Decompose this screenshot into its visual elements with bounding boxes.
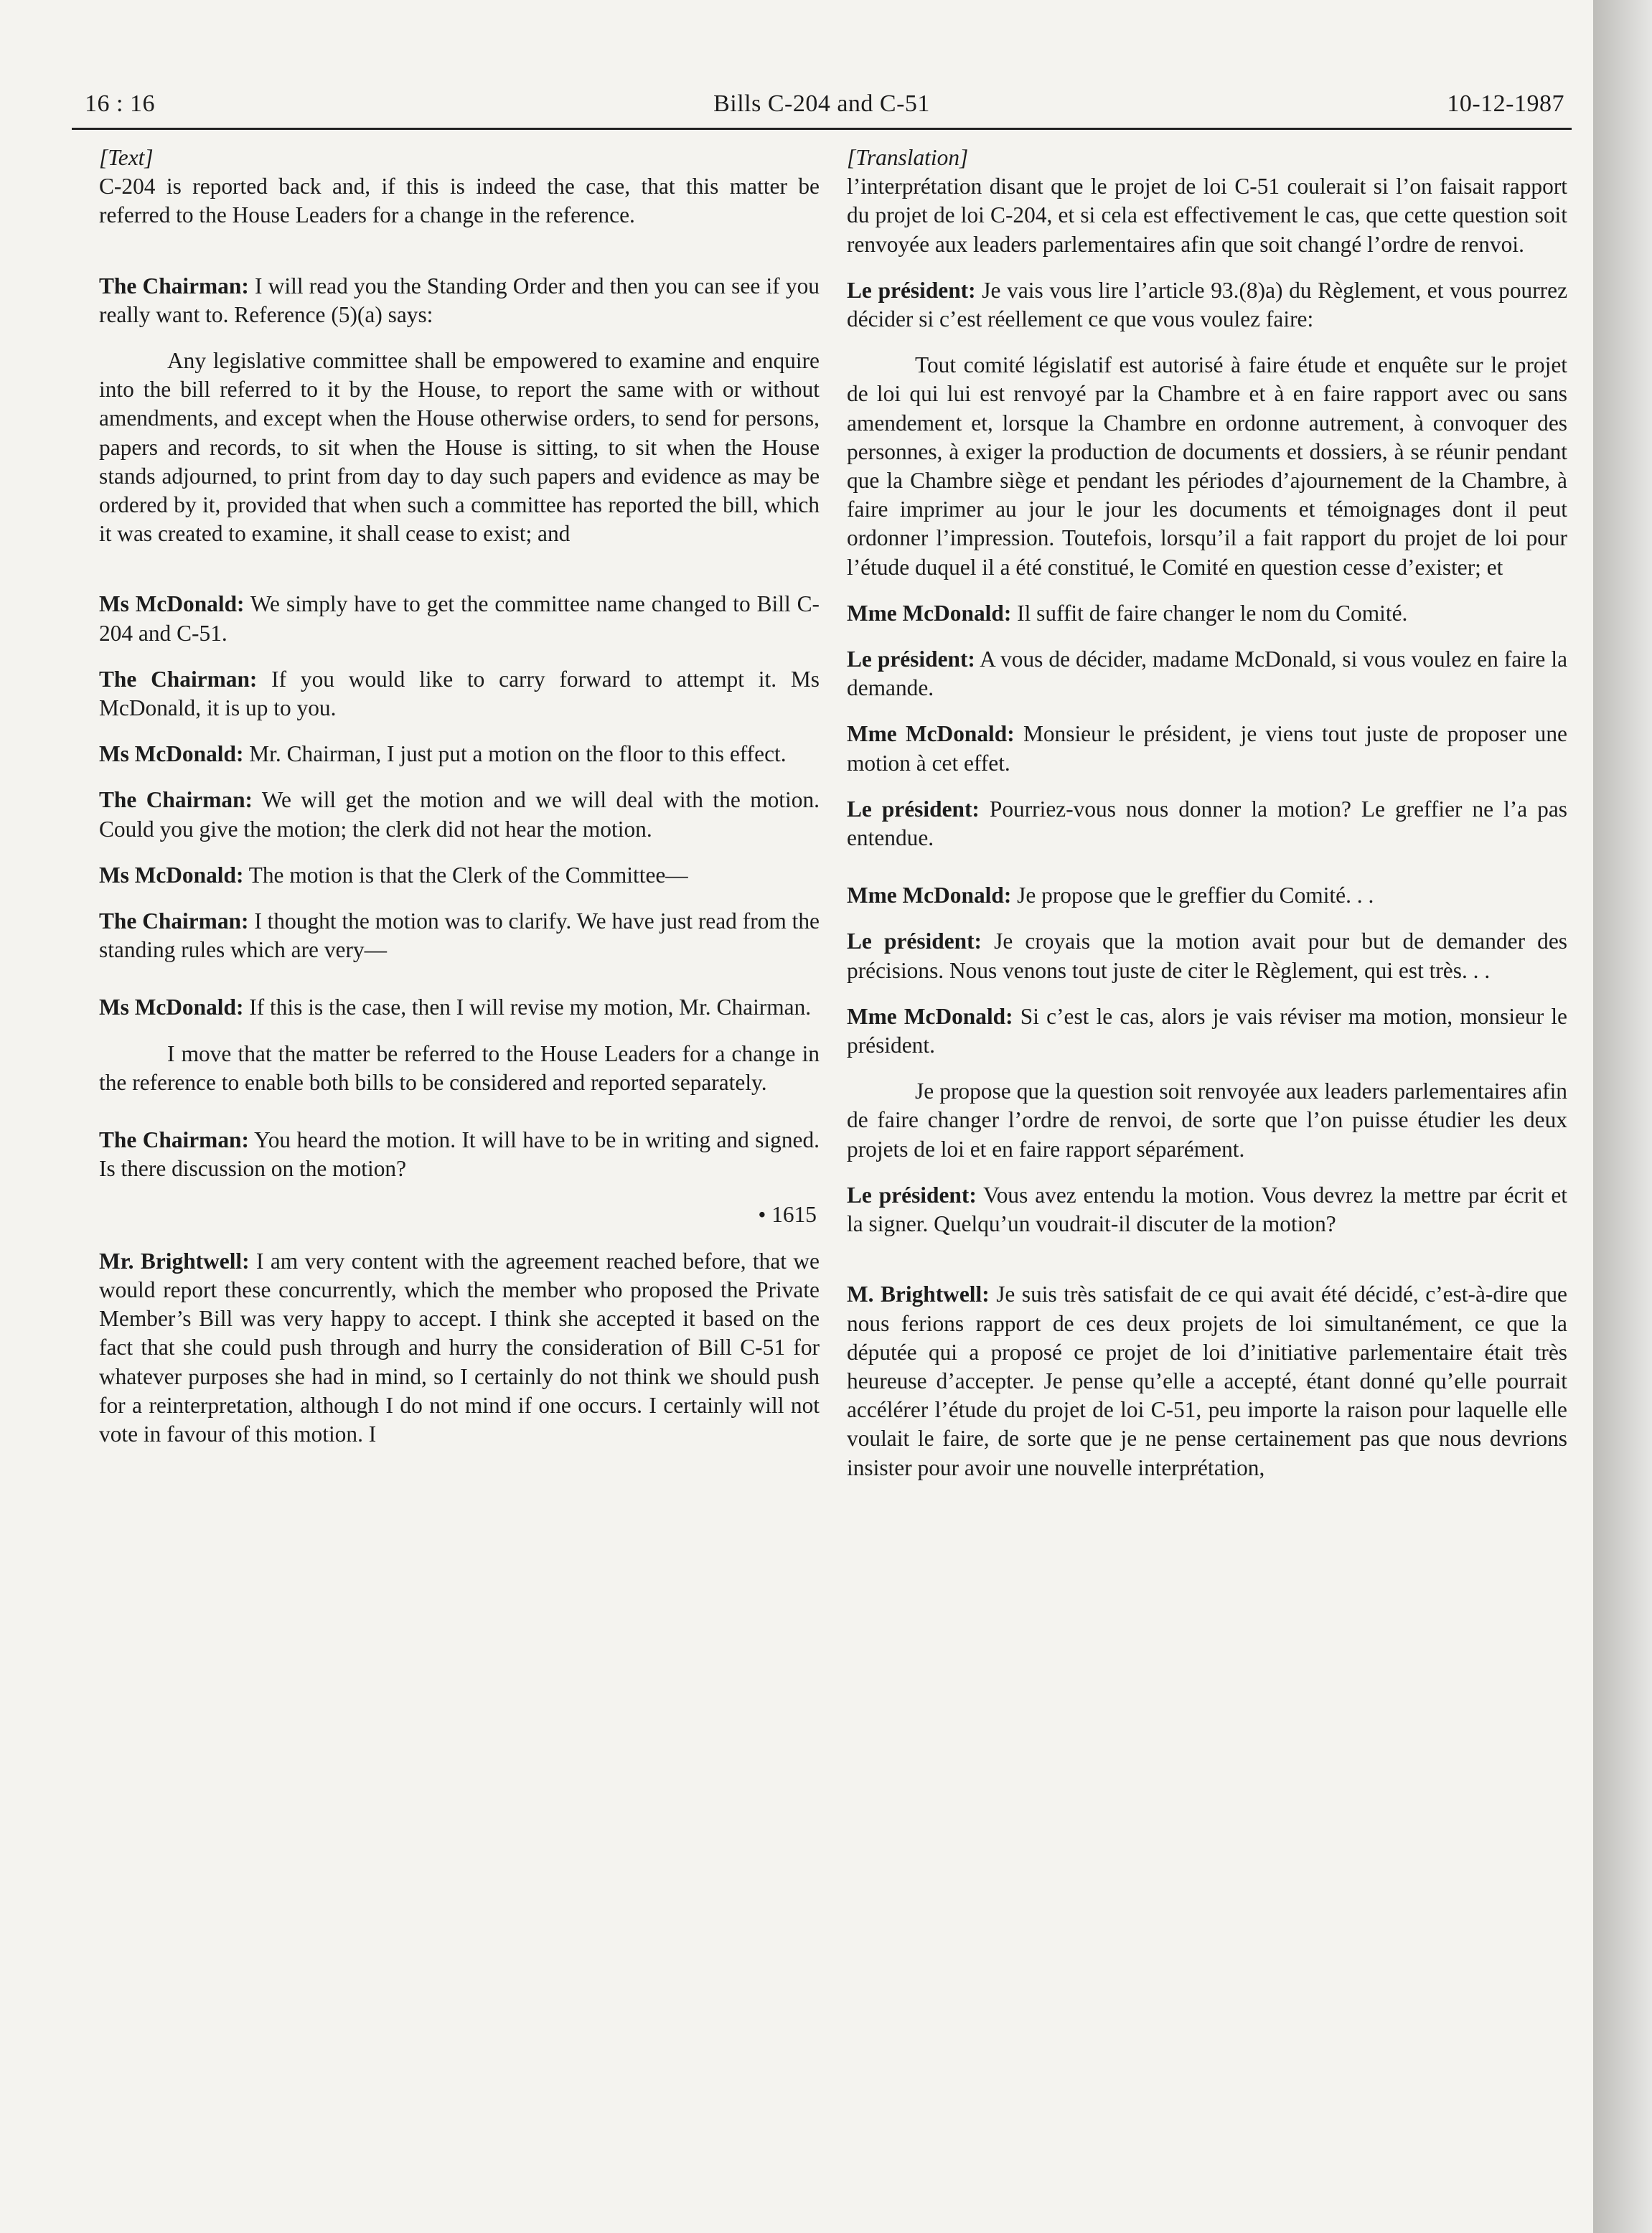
- speaker-name: Ms McDonald:: [99, 995, 244, 1020]
- translation-label: [Translation]: [847, 145, 969, 170]
- speaker-name: Le président:: [847, 1182, 977, 1208]
- page-number: 16 : 16: [85, 90, 155, 117]
- header-date: 10-12-1987: [1447, 90, 1564, 117]
- speaker-name: The Chairman:: [99, 787, 253, 813]
- paragraph: The Chairman: I thought the motion was to clarify. We have just read from the standing rules which are very—: [99, 908, 820, 963]
- paragraph: Mme McDonald: Je propose que le greffier du Comité. . .: [847, 883, 1374, 908]
- paragraph: Le président: Vous avez entendu la motion. Vous devrez la mettre par écrit et la signer. Quelqu’un voudrait-il discuter de la motion?: [847, 1182, 1568, 1237]
- speaker-name: Ms McDonald:: [99, 741, 244, 767]
- paragraph: Ms McDonald: Mr. Chairman, I just put a motion on the floor to this effect.: [99, 741, 787, 767]
- paragraph: Mme McDonald: Si c’est le cas, alors je vais réviser ma motion, monsieur le président.: [847, 1003, 1567, 1058]
- binding-shadow: [1593, 0, 1652, 2233]
- paragraph: Mme McDonald: Il suffit de faire changer le nom du Comité.: [847, 600, 1408, 626]
- running-title: Bills C-204 and C-51: [713, 90, 930, 117]
- speaker-name: Le président:: [847, 277, 976, 303]
- speaker-name: Ms McDonald:: [99, 591, 245, 617]
- english-column: [99, 144, 820, 1466]
- speaker-name: Mr. Brightwell:: [99, 1248, 250, 1274]
- quoted-standing-order: Tout comité législatif est autorisé à faire étude et enquête sur le projet de loi qui lui est renvoyé par la Chambre et à en faire rapport avec ou sans amendement et, lorsque la Chambre en ordonne autrement, à convoquer des personnes, à exiger la production de documents et dossiers, à se réunir pendant que la Chambre siège et pendant les périodes d’ajournement de la Chambre, à faire imprimer au jour le jour les documents et témoignages dont il peut ordonner l’impression. Toutefois, lorsqu’il a fait rapport du projet de loi pour l’étude duquel il a été constitué, le Comité en question cesse d’exister; et: [847, 352, 1567, 580]
- paragraph: The Chairman: I will read you the Standing Order and then you can see if you really want to. Reference (5)(a) says:: [99, 273, 820, 327]
- page-header: [72, 85, 1572, 130]
- speaker-name: Mme McDonald:: [847, 1003, 1013, 1029]
- speaker-name: Le président:: [847, 929, 982, 954]
- paragraph: The Chairman: You heard the motion. It will have to be in writing and signed. Is there discussion on the motion?: [99, 1127, 820, 1182]
- text-label: [Text]: [99, 145, 154, 170]
- speaker-name: Ms McDonald:: [99, 862, 244, 888]
- paragraph: Le président: Pourriez-vous nous donner la motion? Le greffier ne l’a pas entendue.: [847, 796, 1567, 851]
- speaker-name: The Chairman:: [99, 908, 249, 934]
- quoted-standing-order: Any legislative committee shall be empowered to examine and enquire into the bill referred to it by the House, to report the same with or without amendments, and except when the House otherwise orders, to send for persons, papers and records, to sit when the House is sitting, to sit when the House stands adjourned, to print from day to day such papers and evidence as may be ordered by it, provided that when such a committee has reported the bill, which it was created to examine, it shall cease to exist; and: [99, 348, 820, 547]
- speaker-name: The Chairman:: [99, 666, 258, 692]
- paragraph: Mme McDonald: Monsieur le président, je viens tout juste de proposer une motion à cet effet.: [847, 721, 1567, 776]
- time-marker: • 1615: [758, 1202, 817, 1228]
- speaker-name: The Chairman:: [99, 1127, 249, 1153]
- paragraph: Mr. Brightwell: I am very content with the agreement reached before, that we would report these concurrently, which the member who proposed the Private Member’s Bill was very happy to accept. I think she accepted it based on the fact that she could push through and hurry the consideration of Bill C-51 for whatever purposes she had in mind, so I certainly do not think we should push for a reinterpretation, although I do not mind if one occurs. I certainly will not vote in favour of this motion. I: [99, 1248, 820, 1447]
- paragraph: Ms McDonald: The motion is that the Clerk of the Committee—: [99, 862, 688, 888]
- speaker-name: Mme McDonald:: [847, 721, 1015, 747]
- paragraph: The Chairman: We will get the motion and we will deal with the motion. Could you give the motion; the clerk did not hear the motion.: [99, 787, 820, 842]
- speaker-name: Le président:: [847, 796, 980, 822]
- speaker-name: Mme McDonald:: [847, 600, 1012, 626]
- speaker-name: M. Brightwell:: [847, 1282, 990, 1307]
- paragraph: Le président: A vous de décider, madame McDonald, si vous voulez en faire la demande.: [847, 647, 1568, 701]
- paragraph: Le président: Je vais vous lire l’article 93.(8)a) du Règlement, et vous pourrez décider si c’est réellement ce que vous voulez faire:: [847, 277, 1567, 332]
- paragraph: Ms McDonald: If this is the case, then I will revise my motion, Mr. Chairman.: [99, 995, 812, 1020]
- paragraph: l’interprétation disant que le projet de loi C-51 coulerait si l’on faisait rapport du projet de loi C-204, et si cela est effectivement le cas, que cette question soit renvoyée aux leaders parlementaires afin que soit changé l’ordre de renvoi.: [847, 174, 1567, 257]
- speaker-name: Le président:: [847, 647, 975, 672]
- paragraph: Ms McDonald: We simply have to get the committee name changed to Bill C-204 and C-51.: [99, 591, 820, 646]
- paragraph: The Chairman: If you would like to carry forward to attempt it. Ms McDonald, it is up to you.: [99, 666, 820, 721]
- speaker-name: The Chairman:: [99, 273, 249, 298]
- paragraph: C-204 is reported back and, if this is indeed the case, that this matter be referred to the House Leaders for a change in the reference.: [99, 174, 820, 228]
- paragraph: M. Brightwell: Je suis très satisfait de ce qui avait été décidé, c’est-à-dire que nous ferions rapport de ces deux projets de loi simultanément, ce que la députée qui a proposé ce projet de loi d’initiative parlementaire était très heureuse d’accepter. Je pense qu’elle a accepté, étant donné qu’elle pourrait accélérer l’étude du projet de loi C-51, peu importe la raison pour laquelle elle voulait le faire, de sorte que je ne pense certainement pas que nous devrions insister pour avoir une nouvelle interprétation,: [847, 1282, 1567, 1480]
- french-column: [847, 144, 1567, 1500]
- paragraph: Je propose que la question soit renvoyée aux leaders parlementaires afin de faire changer l’ordre de renvoi, de sorte que l’on puisse étudier les deux projets de loi et en faire rapport séparément.: [847, 1078, 1567, 1162]
- paragraph: Le président: Je croyais que la motion avait pour but de demander des précisions. Nous venons tout juste de citer le Règlement, qui est très. . .: [847, 929, 1567, 983]
- speaker-name: Mme McDonald:: [847, 883, 1012, 908]
- paragraph: I move that the matter be referred to the House Leaders for a change in the reference to enable both bills to be considered and reported separately.: [99, 1040, 820, 1095]
